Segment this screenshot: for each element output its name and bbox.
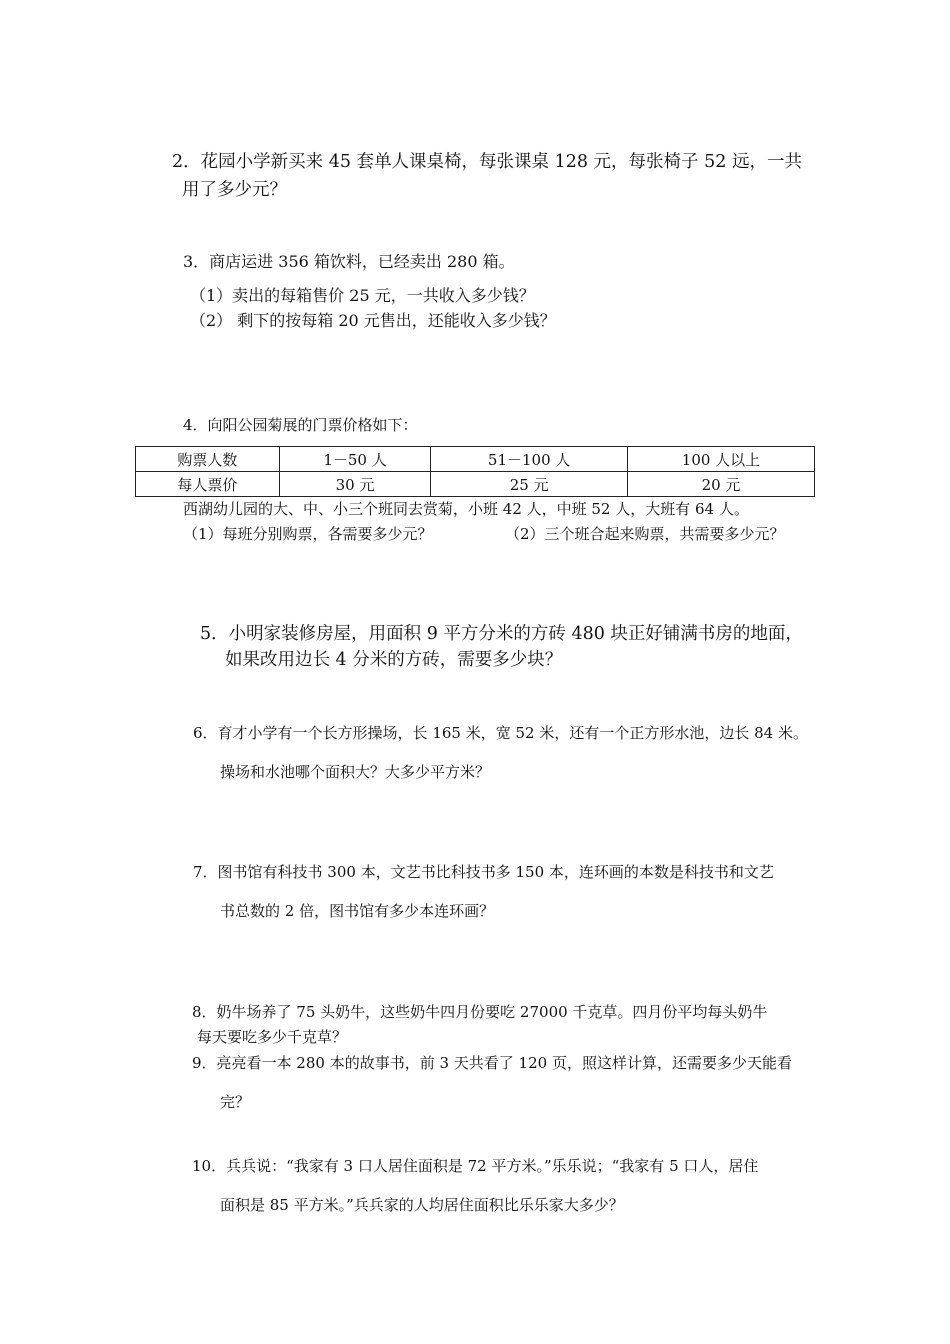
table-cell: 51－100 人: [431, 447, 628, 472]
q6-line1: 6．育才小学有一个长方形操场，长 165 米，宽 52 米，还有一个正方形水池，边长 84 米。: [193, 724, 808, 742]
table-cell: 25 元: [431, 472, 628, 497]
q2-line2: 用了多少元？: [182, 180, 287, 200]
q7-line2: 书总数的 2 倍，图书馆有多少本连环画？: [220, 902, 495, 920]
q3-part2: （2） 剩下的按每箱 20 元售出，还能收入多少钱？: [190, 311, 556, 330]
table-row: [136, 472, 815, 497]
q4-part2: （2）三个班合起来购票，共需要多少元？: [505, 525, 785, 543]
q8-line2: 每天要吃多少千克草？: [197, 1028, 348, 1046]
table-cell: 购票人数: [136, 447, 280, 472]
q9-line2: 完？: [220, 1093, 251, 1111]
q4-part1: （1）每班分别购票，各需要多少元？: [183, 525, 433, 543]
q3-stem: 3．商店运进 356 箱饮料，已经卖出 280 箱。: [183, 252, 515, 271]
q6-line2: 操场和水池哪个面积大？大多少平方米？: [220, 763, 491, 781]
table-cell: 每人票价: [136, 472, 280, 497]
q4-stem: 4．向阳公园菊展的门票价格如下：: [183, 416, 418, 434]
q5-line1: 5．小明家装修房屋，用面积 9 平方分米的方砖 480 块正好铺满书房的地面，: [200, 624, 803, 644]
q5-line2: 如果改用边长 4 分米的方砖，需要多少块？: [225, 650, 563, 670]
table-cell: 1－50 人: [279, 447, 431, 472]
q10-line2: 面积是 85 平方米。”兵兵家的人均居住面积比乐乐家大多少？: [220, 1196, 624, 1214]
q3-part1: （1）卖出的每箱售价 25 元，一共收入多少钱？: [190, 286, 535, 305]
q10-line1: 10．兵兵说：“我家有 3 口人居住面积是 72 平方米。”乐乐说；“我家有 5 口人，居住: [192, 1157, 759, 1175]
q7-line1: 7．图书馆有科技书 300 本，文艺书比科技书多 150 本，连环画的本数是科技书和文艺: [193, 863, 774, 881]
q2-line1: 2．花园小学新买来 45 套单人课桌椅，每张课桌 128 元，每张椅子 52 远，一共: [172, 152, 802, 172]
q9-line1: 9．亮亮看一本 280 本的故事书，前 3 天共看了 120 页，照这样计算，还需要多少天能看: [192, 1054, 792, 1072]
q8-line1: 8．奶牛场养了 75 头奶牛，这些奶牛四月份要吃 27000 千克草。四月份平均每头奶牛: [192, 1003, 768, 1021]
table-cell: 100 人以上: [627, 447, 814, 472]
table-row: [136, 447, 815, 472]
table-cell: 30 元: [279, 472, 431, 497]
ticket-price-table: [135, 446, 815, 497]
q4-info: 西湖幼儿园的大、中、小三个班同去赏菊，小班 42 人，中班 52 人，大班有 64 人。: [183, 500, 749, 518]
table-cell: 20 元: [627, 472, 814, 497]
